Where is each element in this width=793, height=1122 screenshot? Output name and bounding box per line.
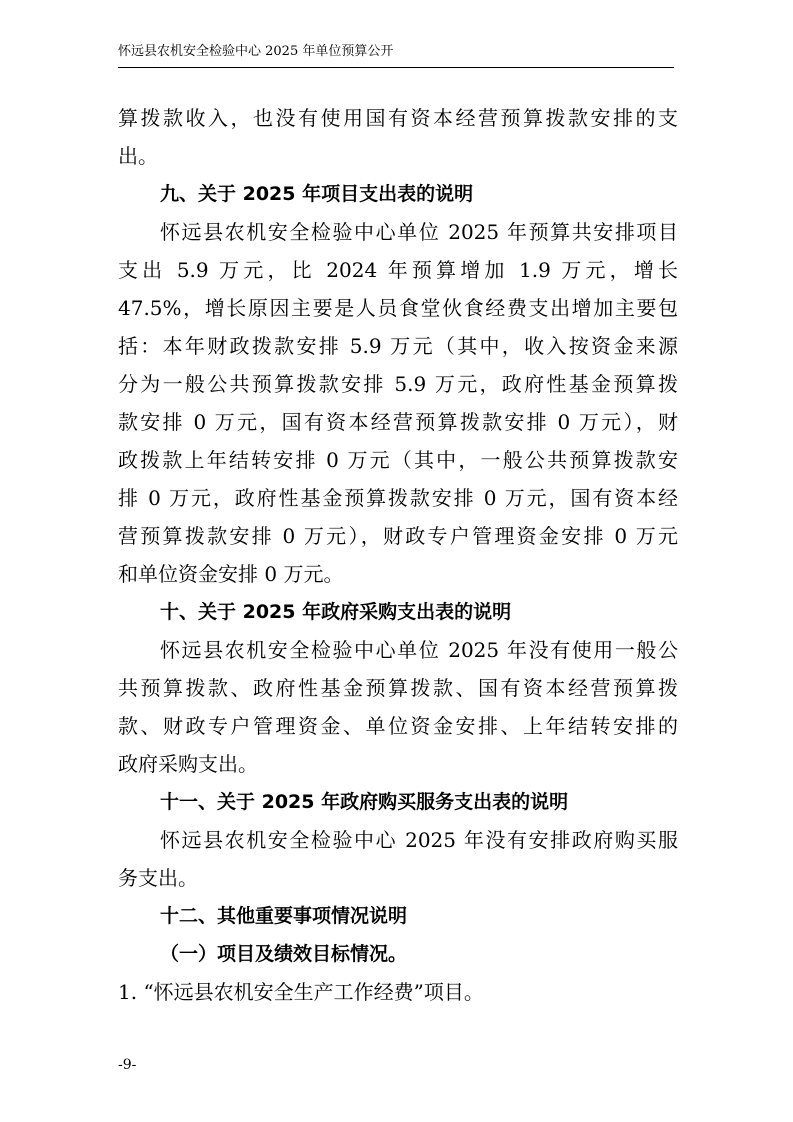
header-divider	[118, 67, 674, 68]
section-heading-11: 十一、关于 2025 年政府购买服务支出表的说明	[160, 791, 569, 813]
subsection-heading: （一）项目及绩效目标情况。	[160, 943, 408, 965]
paragraph-line: 分为一般公共预算拨款安排 5.9 万元，政府性基金预算拨	[118, 372, 678, 396]
paragraph-line: 和单位资金安排 0 万元。	[118, 562, 344, 586]
paragraph-line: 支出 5.9 万元，比 2024 年预算增加 1.9 万元，增长	[118, 258, 678, 282]
paragraph-line: 共预算拨款、政府性基金预算拨款、国有资本经营预算拨	[118, 676, 678, 700]
section-heading-9: 九、关于 2025 年项目支出表的说明	[160, 183, 474, 205]
paragraph-line: 怀远县农机安全检验中心单位 2025 年预算共安排项目	[160, 220, 678, 244]
paragraph-line: 怀远县农机安全检验中心单位 2025 年没有使用一般公	[160, 638, 678, 662]
page-number: -9-	[118, 1057, 137, 1073]
paragraph-line: 政府采购支出。	[118, 752, 258, 776]
paragraph-line: 怀远县农机安全检验中心 2025 年没有安排政府购买服	[160, 828, 678, 852]
paragraph-line: 出。	[118, 144, 158, 168]
section-heading-12: 十二、其他重要事项情况说明	[160, 905, 408, 927]
paragraph-line: 47.5%，增长原因主要是人员食堂伙食经费支出增加主要包	[118, 296, 678, 320]
paragraph-line: 营预算拨款安排 0 万元），财政专户管理资金安排 0 万元	[118, 524, 678, 548]
paragraph-line: 括：本年财政拨款安排 5.9 万元（其中，收入按资金来源	[118, 334, 678, 358]
list-item: 1. “怀远县农机安全生产工作经费”项目。	[118, 980, 484, 1004]
paragraph-line: 务支出。	[118, 866, 198, 890]
page-header: 怀远县农机安全检验中心 2025 年单位预算公开	[118, 44, 394, 59]
section-heading-10: 十、关于 2025 年政府采购支出表的说明	[160, 601, 512, 623]
paragraph-line: 排 0 万元，政府性基金预算拨款安排 0 万元，国有资本经	[118, 486, 678, 510]
paragraph-line: 款安排 0 万元，国有资本经营预算拨款安排 0 万元），财	[118, 410, 678, 434]
paragraph-line: 政拨款上年结转安排 0 万元（其中，一般公共预算拨款安	[118, 448, 678, 472]
paragraph-line: 款、财政专户管理资金、单位资金安排、上年结转安排的	[118, 714, 678, 738]
paragraph-line: 算拨款收入，也没有使用国有资本经营预算拨款安排的支	[118, 106, 678, 130]
